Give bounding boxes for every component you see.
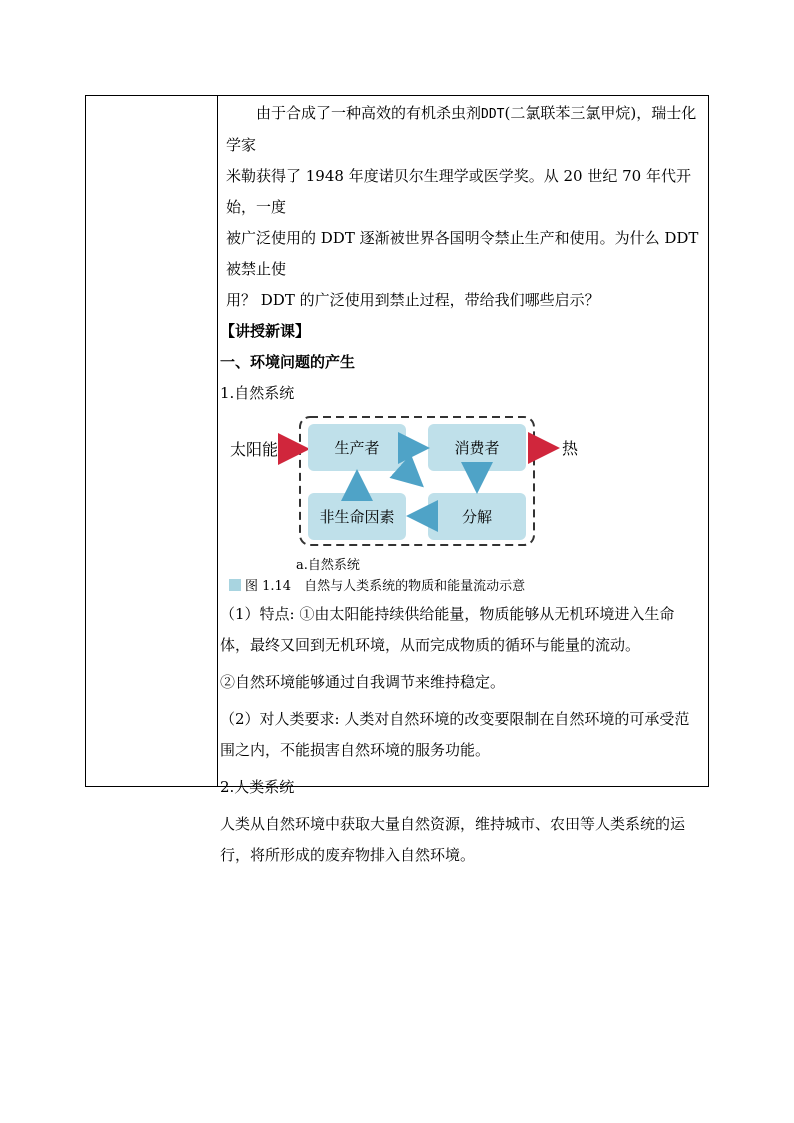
heat-label: 热	[562, 439, 579, 458]
subheading-human-system: 2.人类系统	[220, 778, 295, 796]
paragraph-human-requirement: （2）对人类要求: 人类对自然环境的改变要限制在自然环境的可承受范围之内，不能损害自然环境的服务功能。	[220, 710, 690, 759]
nonliving-label: 非生命因素	[319, 508, 395, 526]
lesson-table	[85, 95, 709, 864]
content-cell	[220, 96, 702, 871]
paragraph-human-system: 人类从自然环境中获取大量自然资源，维持城市、农田等人类系统的运行，将所形成的废弃物排入自然环境。	[220, 815, 686, 864]
heading-environment-problem: 一、环境问题的产生	[220, 353, 356, 371]
intro-paragraph: 由于合成了一种高效的有机杀虫剂DDT(二氯联苯三氯甲烷)，瑞士化学家 米勒获得了 1948 年度诺贝尔生理学或医学奖。从 20 世纪 70 年代开始，一度 被广泛使用的 DDT 逐渐被世界各国明令禁止生产和使用。为什么 DDT 被禁止使 用？ DDT 的广泛使用到禁止过程，带给我们哪些启示？	[226, 104, 699, 309]
producer-to-decomposer-arrow	[408, 473, 418, 482]
subheading-natural-system: 1.自然系统	[220, 384, 295, 402]
column-divider	[217, 96, 218, 786]
paragraph-features: （1）特点: ①由太阳能持续供给能量，物质能够从无机环境进入生命体，最终又回到无机环境，从而完成物质的循环与能量的流动。	[220, 605, 675, 654]
section-header: 【讲授新课】	[220, 322, 311, 340]
natural-system-diagram	[226, 411, 706, 599]
paragraph-self-regulation: ②自然环境能够通过自我调节来维持稳定。	[220, 673, 506, 691]
flow-diagram-svg	[226, 411, 706, 571]
decomposer-label: 分解	[461, 508, 493, 526]
caption-marker	[229, 579, 241, 591]
sun-label: 太阳能	[230, 440, 279, 459]
consumer-label: 消费者	[454, 439, 500, 457]
diagram-subcaption: a.自然系统	[296, 558, 360, 573]
producer-label: 生产者	[334, 439, 380, 457]
figure-caption: 图 1.14 自然与人类系统的物质和能量流动示意	[229, 575, 525, 594]
